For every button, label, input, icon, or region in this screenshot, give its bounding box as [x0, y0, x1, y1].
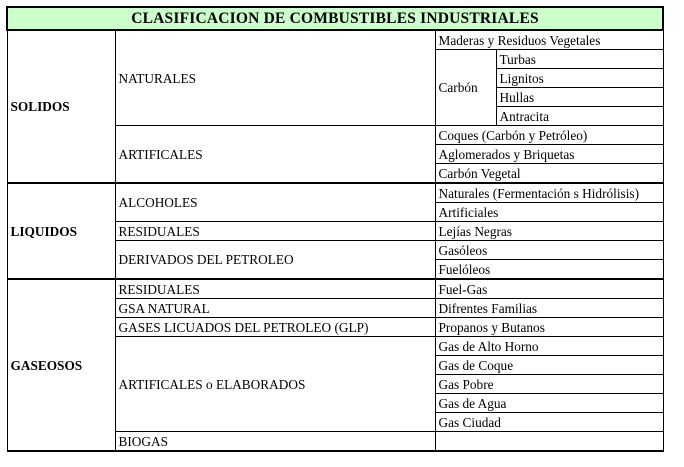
item-diferentes-familias: Difrentes Familias: [435, 299, 663, 318]
item-artificiales: Artificiales: [435, 203, 663, 222]
item-gas-agua: Gas de Agua: [435, 394, 663, 413]
group-liquidos: LIQUIDOS: [7, 183, 115, 279]
item-naturales-fermentacion: Naturales (Fermentación s Hidrólisis): [435, 183, 663, 203]
item-gas-ciudad: Gas Ciudad: [435, 413, 663, 432]
category-alcoholes: ALCOHOLES: [115, 183, 435, 222]
category-residuales-gaseosos: RESIDUALES: [115, 279, 435, 299]
subcategory-carbon: Carbón: [435, 50, 496, 126]
item-gasoleos: Gasóleos: [435, 241, 663, 260]
category-residuales-liquidos: RESIDUALES: [115, 222, 435, 241]
item-gas-alto-horno: Gas de Alto Horno: [435, 337, 663, 356]
category-naturales: NATURALES: [115, 30, 435, 126]
group-solidos: SOLIDOS: [7, 30, 115, 183]
category-glp: GASES LICUADOS DEL PETROLEO (GLP): [115, 318, 435, 337]
item-propanos-butanos: Propanos y Butanos: [435, 318, 663, 337]
classification-table: [6, 6, 664, 452]
item-aglomerados: Aglomerados y Briquetas: [435, 145, 663, 164]
category-artificales-elaborados: ARTIFICALES o ELABORADOS: [115, 337, 435, 432]
item-gas-coque: Gas de Coque: [435, 356, 663, 375]
item-lignitos: Lignitos: [496, 69, 663, 88]
item-hullas: Hullas: [496, 88, 663, 107]
table-title: CLASIFICACION DE COMBUSTIBLES INDUSTRIALES: [7, 7, 663, 30]
item-antracita: Antracita: [496, 107, 663, 126]
item-biogas-empty: [435, 432, 663, 452]
item-lejias-negras: Lejías Negras: [435, 222, 663, 241]
category-biogas: BIOGAS: [115, 432, 435, 452]
item-fueloleos: Fuelóleos: [435, 260, 663, 280]
group-gaseosos: GASEOSOS: [7, 279, 115, 451]
item-fuel-gas: Fuel-Gas: [435, 279, 663, 299]
category-artificales: ARTIFICALES: [115, 126, 435, 184]
item-carbon-vegetal: Carbón Vegetal: [435, 164, 663, 184]
item-maderas: Maderas y Residuos Vegetales: [435, 30, 663, 50]
item-gas-pobre: Gas Pobre: [435, 375, 663, 394]
category-derivados-petroleo: DERIVADOS DEL PETROLEO: [115, 241, 435, 280]
item-turbas: Turbas: [496, 50, 663, 69]
item-coques: Coques (Carbón y Petróleo): [435, 126, 663, 145]
category-gsa-natural: GSA NATURAL: [115, 299, 435, 318]
